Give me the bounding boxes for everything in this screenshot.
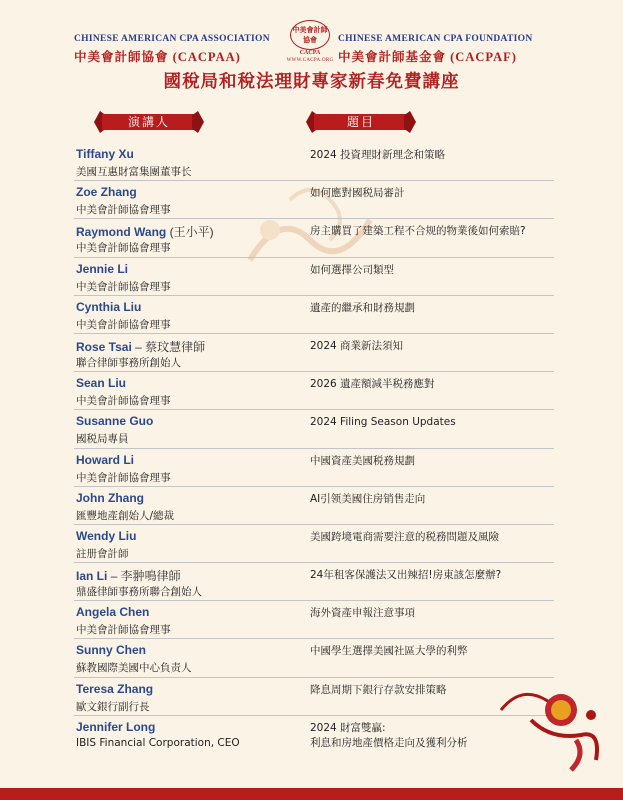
topic: 中國學生選擇美國社區大學的利弊 <box>310 645 468 658</box>
list-item <box>74 372 554 410</box>
speaker-name: Sunny Chen <box>76 643 147 658</box>
seal-web: WWW.CACPA.ORG <box>286 58 334 63</box>
speaker-name: Ian Li – 李翀鳴律師 <box>76 569 181 584</box>
speaker-name: Jennifer Long <box>76 719 156 734</box>
association-name-en: CHINESE AMERICAN CPA ASSOCIATION <box>74 34 270 44</box>
speaker-title: 中美會計師協會理事 <box>76 471 171 484</box>
foundation-name-en: CHINESE AMERICAN CPA FOUNDATION <box>338 34 533 44</box>
association-seal <box>280 20 340 70</box>
header <box>0 0 623 108</box>
speaker-name: John Zhang <box>76 490 144 505</box>
speaker-title: 中美會計師協會理事 <box>76 318 171 331</box>
speaker-title: 匯豐地產創始人/總裁 <box>76 509 175 522</box>
list-item <box>74 716 554 754</box>
topic: 如何選擇公司類型 <box>310 263 394 276</box>
dragon-decoration-icon <box>491 680 611 780</box>
topic-line-2: 利息和房地產價格走向及獲利分析 <box>310 736 468 749</box>
list-item <box>74 410 554 448</box>
topic: 遺產的繼承和財務規劃 <box>310 301 415 314</box>
speaker-title: 國税局專員 <box>76 433 129 446</box>
topic: 海外資產申報注意事項 <box>310 607 415 620</box>
speaker-title: 中美會計師協會理事 <box>76 242 171 255</box>
list-item <box>74 487 554 525</box>
speaker-name: Raymond Wang (王小平) <box>76 225 214 240</box>
speaker-title: 聯合律師事務所創始人 <box>76 356 181 369</box>
topic-line-1: 2024 財富雙贏: <box>310 721 386 734</box>
speaker-name: Angela Chen <box>76 605 150 620</box>
association-name-zh: 中美會計師協會 (CACPAA) <box>74 50 241 64</box>
speaker-title: 註册會計師 <box>76 547 129 560</box>
speaker-title: 美國互惠財富集團董事长 <box>76 166 192 178</box>
topic: 24年租客保護法又出辣招!房東該怎麼辦? <box>310 569 502 582</box>
list-item <box>74 525 554 563</box>
topic: AI引领美國住房销售走向 <box>310 492 426 505</box>
topic: 房主購買了建築工程不合规的物業後如何索賠? <box>310 225 526 238</box>
list-item <box>74 601 554 639</box>
speaker-title: 中美會計師協會理事 <box>76 280 171 293</box>
seal-icon <box>290 20 330 50</box>
list-item <box>74 143 554 181</box>
foundation-name-zh: 中美會計師基金會 (CACPAF) <box>338 50 517 64</box>
topic: 降息周期下銀行存款安排策略 <box>310 683 447 696</box>
list-item <box>74 258 554 296</box>
list-item <box>74 296 554 334</box>
speaker-title: 中美會計師協會理事 <box>76 204 171 217</box>
topic: 如何應對國税局審計 <box>310 187 405 200</box>
speaker-column-label: 演講人 <box>127 115 170 129</box>
list-item <box>74 678 554 716</box>
speaker-name: Teresa Zhang <box>76 681 154 696</box>
speaker-name: Sean Liu <box>76 376 127 391</box>
list-item <box>74 219 554 257</box>
speaker-title: 鼎盛律師事務所聯合創始人 <box>76 586 202 599</box>
speaker-name: Wendy Liu <box>76 528 137 543</box>
speaker-column-header <box>94 111 204 133</box>
topic: 美國跨境電商需要注意的税務問題及風險 <box>310 530 499 543</box>
seal-text-mid: 協會 <box>303 36 317 44</box>
speaker-name: Cynthia Liu <box>76 299 142 314</box>
seal-text-bottom: CACPA <box>299 50 321 56</box>
topic: 2024 投資理財新理念和策略 <box>310 149 446 161</box>
speaker-title: IBIS Financial Corporation, CEO <box>76 736 240 749</box>
topic: 2024 Filing Season Updates <box>310 416 456 429</box>
speaker-title: 中美會計師協會理事 <box>76 624 171 637</box>
topic: 2024 商業新法須知 <box>310 339 404 352</box>
list-item <box>74 563 554 601</box>
seal-text-top: 中美會計師 <box>292 26 328 34</box>
speaker-name: Jennie Li <box>76 261 129 276</box>
speaker-title: 蘇教國際美國中心負责人 <box>76 662 192 675</box>
bottom-bar <box>0 788 623 800</box>
speaker-name: Howard Li <box>76 452 135 467</box>
topic: 中國資產美國税務規劃 <box>310 454 415 467</box>
speaker-name: Susanne Guo <box>76 414 154 429</box>
topic: 2026 遺產額減半税務應對 <box>310 378 435 391</box>
speaker-name: Zoe Zhang <box>76 185 137 200</box>
topic-column-header <box>306 111 416 133</box>
speaker-list <box>74 143 554 754</box>
speaker-title: 中美會計師協會理事 <box>76 395 171 408</box>
speaker-name: Tiffany Xu <box>76 147 134 161</box>
topic-column-label: 題目 <box>346 115 375 129</box>
list-item <box>74 181 554 219</box>
speaker-name: Rose Tsai – 蔡玟慧律師 <box>76 339 206 354</box>
list-item <box>74 334 554 372</box>
page-title: 國稅局和稅法理財專家新春免費講座 <box>163 72 460 92</box>
list-item <box>74 449 554 487</box>
speaker-title: 歐文銀行副行長 <box>76 700 150 713</box>
list-item <box>74 639 554 677</box>
